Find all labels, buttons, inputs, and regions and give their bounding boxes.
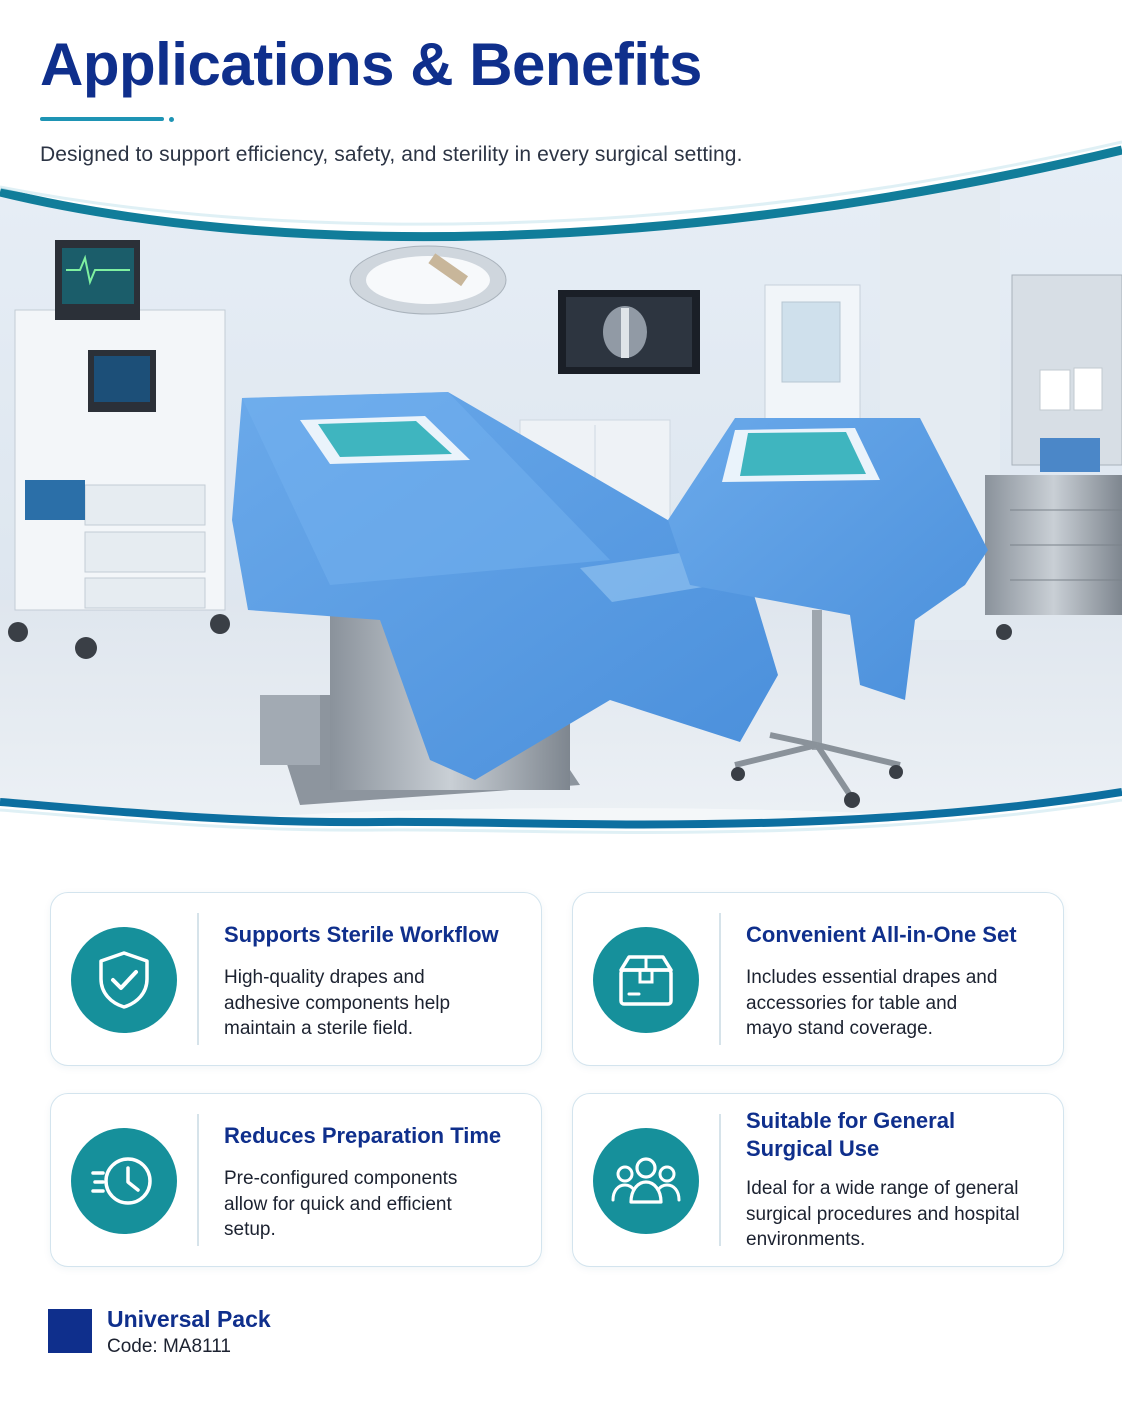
card-divider bbox=[719, 913, 721, 1045]
product-name: Universal Pack bbox=[107, 1306, 271, 1332]
page-subtitle: Designed to support efficiency, safety, and sterility in every surgical setting. bbox=[40, 143, 743, 166]
card-divider bbox=[197, 1114, 199, 1246]
benefit-card-general-surgical bbox=[572, 1093, 1064, 1267]
brand-square bbox=[48, 1309, 92, 1353]
card-divider bbox=[197, 913, 199, 1045]
card-description: Pre-configured components allow for quick and efficient setup. bbox=[224, 1168, 458, 1240]
card-description: High-quality drapes and adhesive components help maintain a sterile field. bbox=[224, 967, 451, 1039]
card-divider bbox=[719, 1114, 721, 1246]
box-icon bbox=[593, 927, 699, 1033]
product-code: Code: MA8111 bbox=[107, 1336, 231, 1357]
title-underline bbox=[40, 117, 164, 121]
card-description: Includes essential drapes and accessories for table and mayo stand coverage. bbox=[746, 967, 998, 1039]
title-underline-dot bbox=[169, 117, 174, 122]
card-title: Suitable for General Surgical Use bbox=[746, 1108, 956, 1161]
shield-check-icon bbox=[71, 927, 177, 1033]
card-title: Supports Sterile Workflow bbox=[224, 922, 499, 947]
benefit-card-prep-time bbox=[50, 1093, 542, 1267]
card-description: Ideal for a wide range of general surgical procedures and hospital environments. bbox=[746, 1178, 1020, 1250]
benefit-card-sterile-workflow bbox=[50, 892, 542, 1066]
card-title: Convenient All-in-One Set bbox=[746, 922, 1017, 947]
group-icon bbox=[593, 1128, 699, 1234]
page-title: Applications & Benefits bbox=[40, 31, 702, 98]
fast-clock-icon bbox=[71, 1128, 177, 1234]
card-title: Reduces Preparation Time bbox=[224, 1123, 502, 1148]
operating-room-image bbox=[0, 140, 1122, 850]
benefit-card-all-in-one bbox=[572, 892, 1064, 1066]
